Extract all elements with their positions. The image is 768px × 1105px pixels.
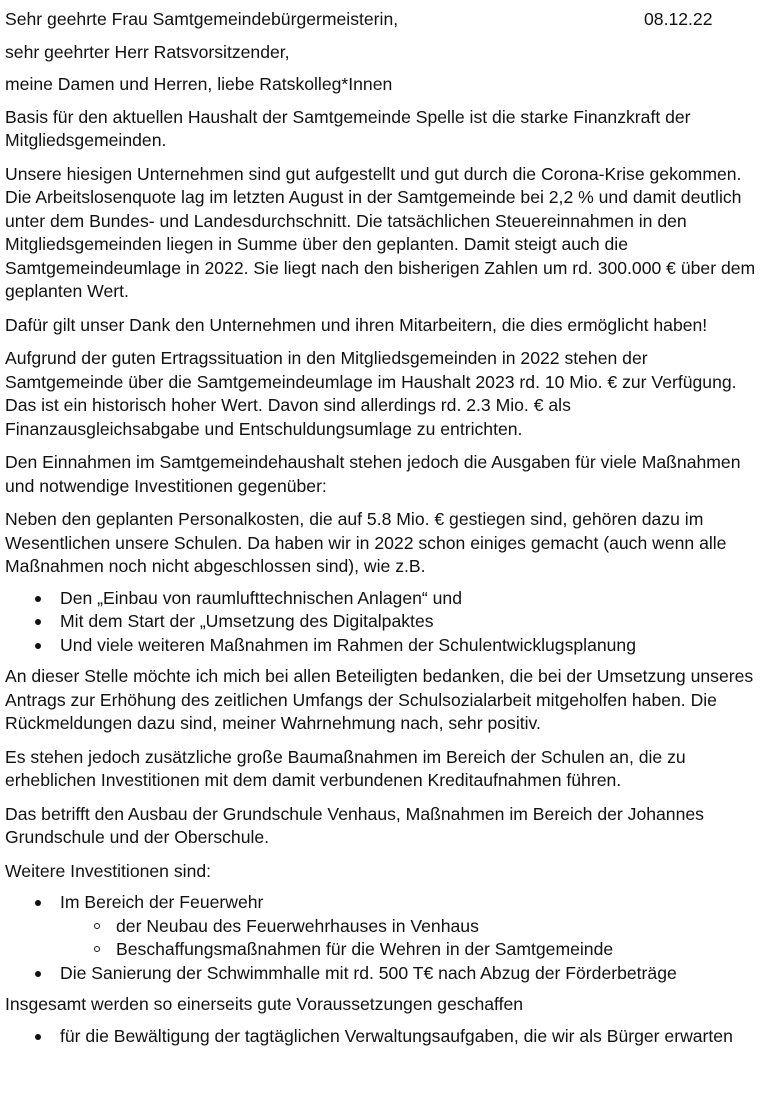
list-item: Und viele weiteren Maßnahmen im Rahmen der Schulentwicklugsplanung: [5, 634, 765, 658]
paragraph-financial-basis: Basis für den aktuellen Haushalt der Samtgemeinde Spelle ist die starke Finanzkraft der Mitgliedsgemeinden.: [5, 106, 691, 150]
salutation-line-2: sehr geehrter Herr Ratsvorsitzender,: [5, 41, 290, 62]
paragraph-companies: Unsere hiesigen Unternehmen sind gut aufgestellt und gut durch die Corona-Krise gekommen. Die Arbeitslosenquote lag im letzten August in der Samtgemeinde bei 2,2 % und damit deutlich unter dem Bundes- und Landesdurchschnitt. Die tatsächlichen Steuereinnahmen in den Mitgliedsgemeinden liegen in Summe über den geplanten. Damit steigt auch die Samtgemeindeumlage in 2022. Sie liegt nach den bisherigen Zahlen um rd. 300.000 € über dem geplanten Wert.: [5, 163, 756, 301]
salutation-mayor: Sehr geehrte Frau Samtgemeindebürgermeisterin,: [5, 9, 399, 29]
final-list: [5, 1025, 765, 1049]
paragraph-overall: Insgesamt werden so einerseits gute Voraussetzungen geschaffen: [5, 994, 524, 1014]
list-item: Den „Einbau von raumlufttechnischen Anlagen“ und: [5, 587, 765, 611]
paragraph-social-work: An dieser Stelle möchte ich mich bei allen Beteiligten bedanken, die bei der Umsetzung unseres Antrags zur Erhöhung des zeitlichen Umfangs der Schulsozialarbeit mitgeholfen haben. Die Rückmeldungen dazu sind, meiner Wahrnehmung nach, sehr positiv.: [5, 666, 754, 733]
fire-sub-list: [60, 915, 765, 962]
letter-date: 08.12.22: [644, 9, 713, 29]
paragraph-expenses: Den Einnahmen im Samtgemeindehaushalt stehen jedoch die Ausgaben für viele Maßnahmen und notwendige Investitionen gegenüber:: [5, 452, 741, 496]
list-item: Die Sanierung der Schwimmhalle mit rd. 500 T€ nach Abzug der Förderbeträge: [5, 962, 765, 986]
list-item: Beschaffungsmaßnahmen für die Wehren in der Samtgemeinde: [60, 938, 765, 962]
salutation-line-3: meine Damen und Herren, liebe Ratskolleg*Innen: [5, 74, 393, 94]
fire-department-label: Im Bereich der Feuerwehr: [60, 892, 264, 912]
paragraph-revenue: Aufgrund der guten Ertragssituation in den Mitgliedsgemeinden in 2022 stehen der Samtgemeinde über die Samtgemeindeumlage im Haushalt 2023 rd. 10 Mio. € zur Verfügung. Das ist ein historisch hoher Wert. Davon sind allerdings rd. 2.3 Mio. € als Finanzausgleichsabgabe und Entschuldungsumlage zu entrichten.: [5, 348, 737, 439]
paragraph-further-investments: Weitere Investitionen sind:: [5, 860, 212, 881]
list-item: für die Bewältigung der tagtäglichen Verwaltungsaufgaben, die wir als Bürger erwarten: [5, 1025, 765, 1049]
list-item: Mit dem Start der „Umsetzung des Digitalpaktes: [5, 610, 765, 634]
investments-list: [5, 891, 765, 985]
paragraph-thanks: Dafür gilt unser Dank den Unternehmen und ihren Mitarbeitern, die dies ermöglicht haben!: [5, 314, 708, 335]
salutation-line-1: [5, 8, 765, 32]
paragraph-construction: Es stehen jedoch zusätzliche große Baumaßnahmen im Bereich der Schulen an, die zu erheblichen Investitionen mit dem damit verbundenen Kreditaufnahmen führen.: [5, 746, 686, 790]
paragraph-schools: Neben den geplanten Personalkosten, die auf 5.8 Mio. € gestiegen sind, gehören dazu im Wesentlichen unsere Schulen. Da haben wir in 2022 schon einiges gemacht (auch wenn alle Maßnahmen noch nicht abgeschlossen sind), wie z.B.: [5, 509, 727, 576]
paragraph-schools-affected: Das betrifft den Ausbau der Grundschule Venhaus, Maßnahmen im Bereich der Johannes Grundschule und der Oberschule.: [5, 803, 704, 847]
school-measures-list: [5, 587, 765, 658]
list-item: der Neubau des Feuerwehrhauses in Venhaus: [60, 915, 765, 939]
list-item: [5, 891, 765, 962]
document-page: [5, 8, 765, 1056]
